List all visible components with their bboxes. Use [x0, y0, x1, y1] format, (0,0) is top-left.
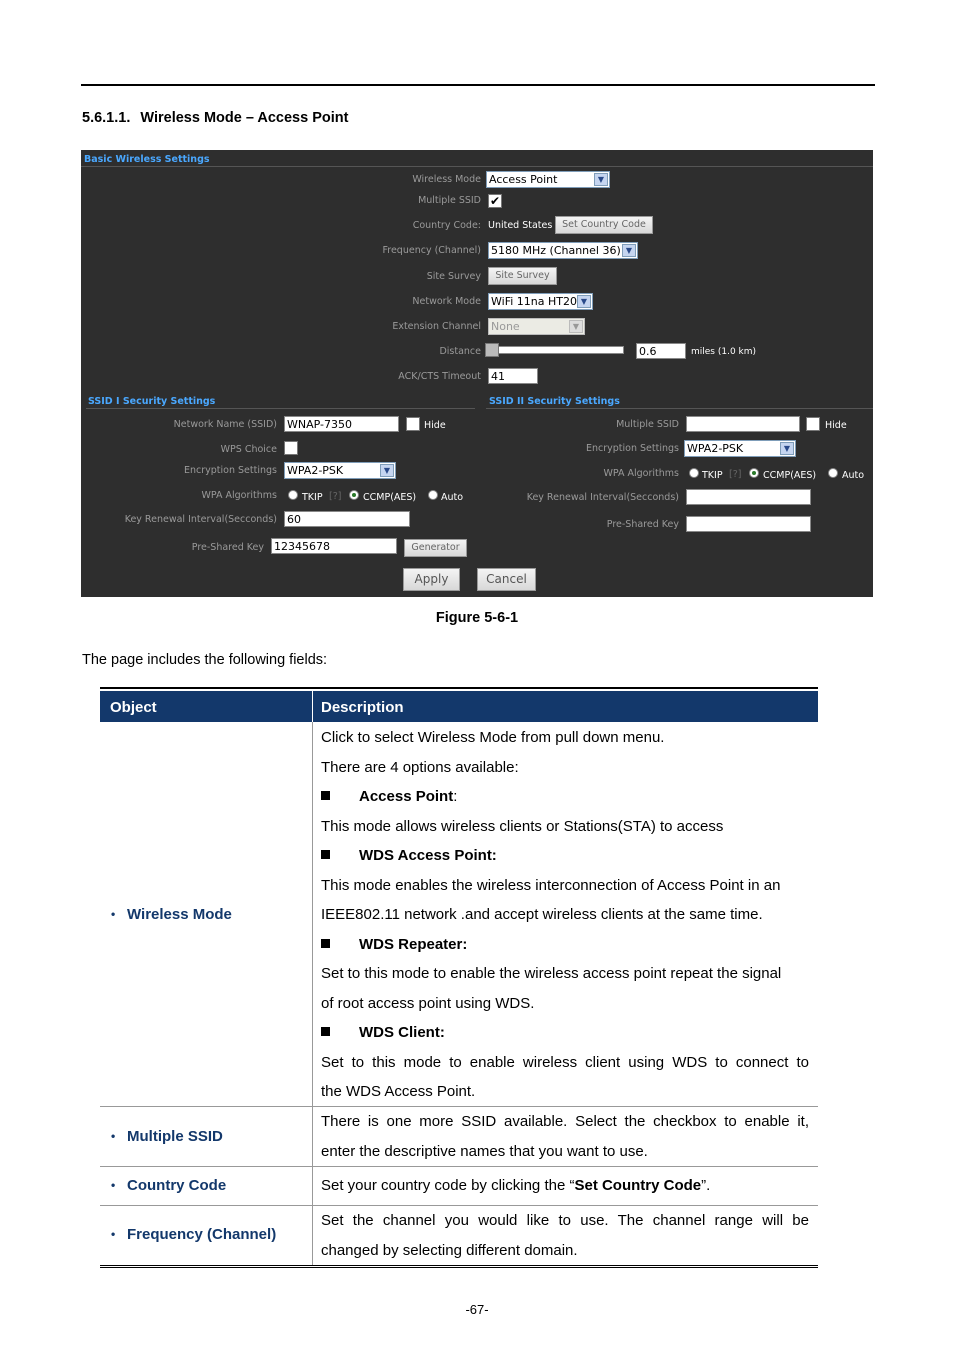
chevron-down-icon: ▼ — [780, 442, 794, 455]
description-country-code — [321, 1171, 809, 1201]
apply-button[interactable]: Apply — [403, 568, 460, 591]
multiple-ssid-checkbox[interactable]: ✔ — [489, 194, 501, 208]
ssid1-psk-input[interactable]: 12345678 — [271, 538, 397, 554]
column-divider — [312, 722, 313, 1265]
ssid1-ccmp-label: CCMP(AES) — [363, 492, 417, 503]
ssid1-auto-label: Auto — [441, 492, 464, 503]
row-divider — [100, 1166, 818, 1167]
square-bullet-icon — [321, 850, 330, 859]
cancel-button[interactable]: Cancel — [477, 568, 536, 591]
site-survey-button[interactable]: Site Survey — [488, 267, 557, 285]
chevron-down-icon: ▼ — [622, 244, 636, 257]
list-item — [321, 1018, 809, 1048]
site-survey-label: Site Survey — [426, 271, 481, 282]
ssid1-wps-label: WPS Choice — [220, 444, 277, 455]
bullet: • — [111, 907, 116, 921]
option-title: WDS Client: — [359, 1024, 445, 1041]
divider — [86, 408, 475, 409]
table-header — [100, 691, 818, 722]
header-description: Description — [321, 699, 404, 716]
desc-line: Set the channel you would like to use. The channel range will be — [321, 1212, 809, 1229]
distance-unit: miles (1.0 km) — [691, 347, 757, 357]
multiple-ssid-label: Multiple SSID — [418, 195, 481, 206]
ssid2-tkip-label: TKIP — [702, 470, 723, 481]
generator-button[interactable]: Generator — [404, 539, 467, 557]
ssid1-help-link[interactable]: [?] — [329, 491, 342, 502]
chevron-down-icon: ▼ — [577, 295, 591, 308]
ssid1-auto-radio[interactable] — [428, 490, 438, 500]
ssid2-help-link[interactable]: [?] — [729, 469, 742, 480]
intro-text: The page includes the following fields: — [82, 652, 328, 668]
desc-line: This mode allows wireless clients or Stations(STA) to access — [321, 817, 724, 835]
bullet: • — [111, 1227, 116, 1241]
desc-line: There is one more SSID available. Select the checkbox to enable it, — [321, 1113, 809, 1130]
desc-line: This mode enables the wireless interconnection of Access Point in an — [321, 876, 781, 894]
wireless-mode-value: Access Point — [489, 173, 558, 186]
list-item — [321, 930, 809, 960]
object-label: Multiple SSID — [127, 1128, 223, 1145]
ssid1-tkip-radio[interactable] — [288, 490, 298, 500]
frequency-label: Frequency (Channel) — [382, 245, 481, 256]
ssid2-psk-label: Pre-Shared Key — [606, 519, 679, 530]
ssid1-wpa-label: WPA Algorithms — [201, 490, 277, 501]
ssid1-ccmp-radio[interactable] — [349, 490, 359, 500]
network-mode-label: Network Mode — [412, 296, 481, 307]
ssid1-key-renewal-input[interactable]: 60 — [284, 511, 410, 527]
ssid2-auto-radio[interactable] — [828, 468, 838, 478]
distance-slider-handle[interactable] — [485, 343, 499, 357]
distance-input[interactable]: 0.6 — [636, 343, 686, 359]
table-bottom-rule — [100, 1265, 818, 1268]
list-item — [321, 782, 809, 812]
extension-channel-select[interactable] — [488, 318, 585, 335]
ssid1-network-name-label: Network Name (SSID) — [173, 419, 277, 430]
ssid1-tkip-label: TKIP — [302, 492, 323, 503]
desc-text: Set your country code by clicking the “ — [321, 1177, 575, 1194]
bullet: • — [111, 1129, 116, 1143]
frequency-select[interactable] — [488, 242, 638, 259]
desc-text: ”. — [701, 1177, 711, 1194]
ssid1-encryption-value: WPA2-PSK — [287, 464, 344, 477]
ssid1-encryption-select[interactable] — [284, 462, 396, 479]
bullet: • — [111, 1178, 116, 1192]
chevron-down-icon: ▼ — [380, 464, 394, 477]
desc-line: changed by selecting different domain. — [321, 1241, 578, 1259]
distance-slider[interactable] — [488, 346, 624, 354]
table-top-rule — [100, 687, 818, 689]
ssid2-hide-label: Hide — [825, 420, 847, 431]
section-title — [82, 110, 348, 126]
wireless-settings-screenshot — [81, 150, 873, 597]
option-title: WDS Access Point: — [359, 847, 497, 864]
divider — [486, 408, 873, 409]
ssid2-title: SSID II Security Settings — [489, 396, 620, 407]
ssid2-wpa-label: WPA Algorithms — [603, 468, 679, 479]
description-frequency — [321, 1206, 809, 1265]
object-label: Wireless Mode — [127, 906, 232, 923]
country-code-value: United States — [488, 220, 553, 231]
list-item — [321, 841, 809, 871]
distance-label: Distance — [439, 346, 481, 357]
ssid1-encryption-label: Encryption Settings — [184, 465, 277, 476]
desc-line: Set to this mode to enable the wireless access point repeat the signal — [321, 965, 782, 982]
ssid1-psk-label: Pre-Shared Key — [191, 542, 264, 553]
ssid1-title: SSID I Security Settings — [88, 396, 216, 407]
object-wireless-mode — [111, 906, 232, 923]
desc-line: Click to select Wireless Mode from pull down menu. — [321, 729, 665, 746]
ssid2-key-renewal-label: Key Renewal Interval(Secconds) — [526, 492, 679, 503]
ssid2-encryption-value: WPA2-PSK — [687, 442, 744, 455]
ssid1-hide-checkbox[interactable] — [406, 417, 420, 431]
section-number: 5.6.1.1. — [82, 110, 131, 126]
ssid1-hide-label: Hide — [424, 420, 446, 431]
desc-line: the WDS Access Point. — [321, 1083, 476, 1100]
divider — [312, 691, 313, 722]
object-label: Frequency (Channel) — [127, 1226, 277, 1243]
basic-settings-title: Basic Wireless Settings — [84, 154, 210, 165]
square-bullet-icon — [321, 791, 330, 800]
option-title: WDS Repeater: — [359, 935, 468, 953]
square-bullet-icon — [321, 939, 330, 948]
colon: : — [453, 788, 458, 805]
divider — [81, 166, 873, 167]
extension-channel-label: Extension Channel — [392, 321, 481, 332]
ssid1-network-name-input[interactable]: WNAP-7350 — [284, 416, 399, 432]
description-wireless-mode — [321, 723, 809, 1107]
figure-caption: Figure 5-6-1 — [435, 610, 519, 626]
ssid2-multiple-ssid-label: Multiple SSID — [616, 419, 679, 430]
wireless-mode-label: Wireless Mode — [412, 174, 481, 185]
ssid2-name-input[interactable] — [686, 416, 800, 432]
desc-emphasis: Set Country Code — [574, 1177, 702, 1194]
page-number: -67- — [465, 1302, 489, 1317]
ssid2-auto-label: Auto — [842, 470, 865, 481]
frequency-value: 5180 MHz (Channel 36) — [491, 244, 621, 257]
ssid2-ccmp-radio[interactable] — [749, 468, 759, 478]
desc-line: There are 4 options available: — [321, 758, 519, 776]
ssid1-key-renewal-label: Key Renewal Interval(Secconds) — [124, 514, 277, 525]
ssid2-psk-input[interactable] — [686, 516, 811, 532]
chevron-down-icon: ▼ — [569, 320, 583, 333]
object-label: Country Code — [127, 1177, 227, 1194]
ssid2-key-renewal-input[interactable] — [686, 489, 811, 505]
ack-timeout-label: ACK/CTS Timeout — [398, 371, 481, 382]
network-mode-value: WiFi 11na HT20 — [491, 295, 577, 308]
chevron-down-icon: ▼ — [594, 173, 608, 186]
header-object: Object — [110, 699, 157, 716]
desc-line: of root access point using WDS. — [321, 994, 535, 1012]
desc-line: IEEE802.11 network .and accept wireless clients at the same time. — [321, 906, 763, 923]
description-multiple-ssid — [321, 1107, 809, 1166]
ack-timeout-input[interactable]: 41 — [488, 368, 538, 384]
ssid1-wps-checkbox[interactable] — [284, 441, 298, 455]
desc-line — [321, 1171, 809, 1201]
desc-line: enter the descriptive names that you want to use. — [321, 1142, 648, 1160]
country-code-label: Country Code: — [412, 220, 481, 231]
extension-channel-value: None — [491, 320, 520, 333]
square-bullet-icon — [321, 1027, 330, 1036]
desc-line: Set to this mode to enable wireless client using WDS to connect to — [321, 1053, 809, 1071]
header-rule — [81, 84, 875, 86]
section-heading: Wireless Mode – Access Point — [140, 110, 349, 126]
object-frequency — [111, 1226, 276, 1243]
object-multiple-ssid — [111, 1128, 223, 1145]
option-title: Access Point — [359, 788, 454, 805]
network-mode-select[interactable] — [488, 293, 593, 310]
set-country-code-button[interactable]: Set Country Code — [555, 216, 653, 234]
ssid2-hide-checkbox[interactable] — [806, 417, 820, 431]
object-country-code — [111, 1177, 226, 1194]
ssid2-encryption-select[interactable] — [684, 440, 796, 457]
ssid2-ccmp-label: CCMP(AES) — [763, 470, 817, 481]
wireless-mode-select[interactable] — [486, 171, 610, 188]
ssid2-tkip-radio[interactable] — [689, 468, 699, 478]
ssid2-encryption-label: Encryption Settings — [586, 443, 679, 454]
